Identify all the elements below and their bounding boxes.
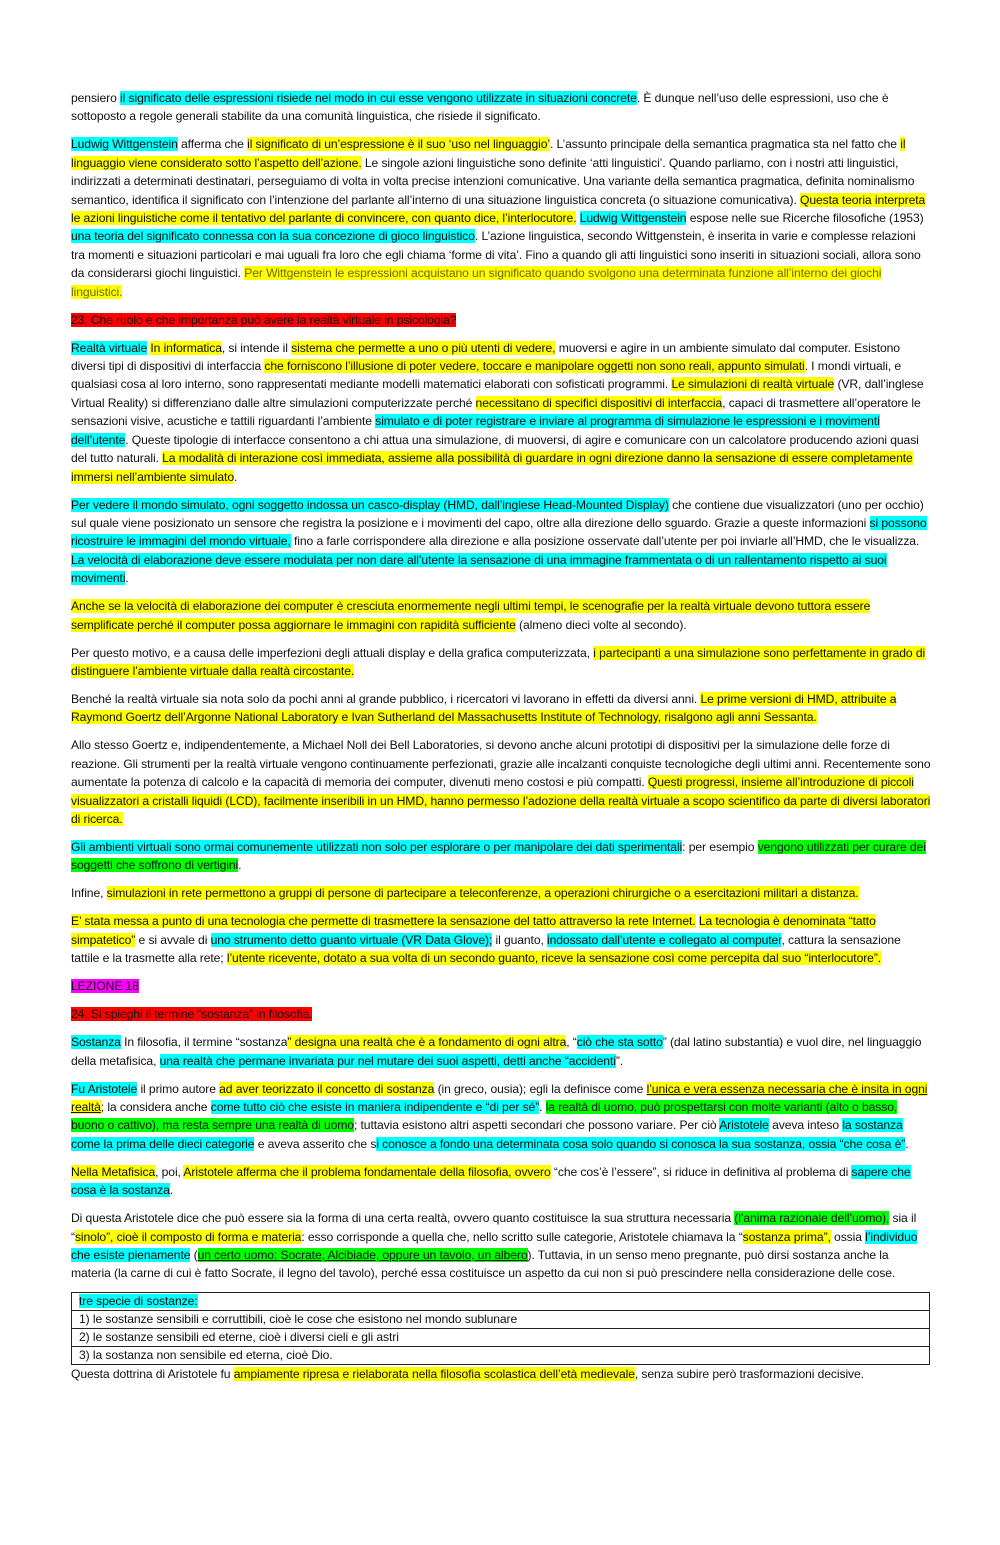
text-run: . xyxy=(169,1183,174,1198)
highlighted-text: sostanza prima”, xyxy=(742,1229,831,1244)
text-run: afferma che xyxy=(177,137,248,152)
lesson-label: LEZIONE 18 xyxy=(71,979,139,994)
text-run: sia il “ xyxy=(71,1211,917,1244)
highlighted-text: il significato di un’espressione è il suo ‘uso nel linguaggio’ xyxy=(247,137,550,152)
q23-paragraph-5 xyxy=(71,690,931,727)
highlighted-text: la realtà di uomo, può prospettarsi con molte varianti (alto o basso, buono o cattivo), ma resta sempre una realtà di uomo xyxy=(71,1100,898,1133)
highlighted-text: necessitano di specifici dispositivi di interfaccia xyxy=(475,395,723,410)
text-run: pensiero xyxy=(71,91,121,105)
q24-paragraph-1 xyxy=(71,1033,931,1070)
text-run: il primo autore xyxy=(137,1081,220,1096)
table-row xyxy=(72,1346,930,1364)
text-run: Per questo motivo, e a causa delle imperfezioni degli attuali display e della grafica computerizzata, xyxy=(71,645,594,660)
substance-types-table xyxy=(71,1292,930,1364)
highlighted-text: ad aver teorizzato il concetto di sostanza xyxy=(219,1081,435,1096)
highlighted-text: indossato dall’utente e collegato al computer xyxy=(547,932,782,947)
text-run: Le singole azioni linguistiche sono definite ‘atti linguistici’. Quando parliamo, con i nostri atti linguistici, indirizzati a determinati destinatari, perseguiamo di volta in volta precise intenzioni comunicative. Una variante della semantica pragmatica, definita nominalismo semantico, identifica il significato con l’intenzione del parlante all’interno di una situazione linguistica concreta (o situazione comunicativa). xyxy=(71,155,915,207)
q23-paragraph-2 xyxy=(71,496,931,588)
highlighted-text: Questi progressi, insieme all’introduzione di piccoli visualizzatori a cristalli liquidi (LCD), facilmente inseribili in un HMD, hanno permesso l’adozione della realtà virtuale a scopo scientifico da parte di diversi laboratori di ricerca. xyxy=(71,775,931,826)
text-run: ( xyxy=(834,377,842,392)
text-run: Questa dottrina di Aristotele fu xyxy=(71,1366,234,1381)
text-run: che contiene due visualizzatori (uno per occhio) sul quale viene posizionato un sensore che registra la posizione e i movimenti del capo, oltre alla direzione dello sguardo. Grazie a queste informazioni xyxy=(71,497,924,530)
text-run: . xyxy=(539,1100,546,1114)
highlighted-text: i conosce a fondo una determinata cosa solo quando si conosca la sua sostanza, ossia “che cosa è” xyxy=(376,1136,906,1151)
text-run: espose nelle sue Ricerche filosofiche (1953) xyxy=(686,211,924,226)
highlighted-text: simulato e di poter registrare e inviare al programma di simulazione le espressioni e i movimenti dell’utente xyxy=(71,414,880,447)
q23-paragraph-9 xyxy=(71,912,931,967)
q23-paragraph-4 xyxy=(71,644,931,681)
highlighted-text: Ludwig Wittgenstein xyxy=(579,211,687,226)
table-row xyxy=(72,1329,930,1347)
text-run: . xyxy=(238,858,242,873)
q24-paragraph-4 xyxy=(71,1209,931,1283)
highlighted-text: ampiamente ripresa e rielaborata nella filosofia scolastica dell’età medievale xyxy=(233,1366,635,1381)
text-run: . xyxy=(233,469,238,484)
text-run: VR, dall’inglese Virtual Reality) si differenziano dalle altre simulazioni computerizzate perché xyxy=(71,377,924,410)
table-cell: 2) le sostanze sensibili ed eterne, cioè i diversi cieli e gli astri xyxy=(72,1329,930,1347)
text-run: Allo stesso Goertz e, indipendentemente, a Michael Noll dei Bell Laboratories, si devono anche alcuni prototipi di dispositivi per la simulazione delle forze di reazione. Gli strumenti per la realtà virtuale vengono continuamente perfezionati, grazie alle incalzanti conquiste tecnologiche degli ultimi anni. Recentemente sono aumentate la potenza di calcolo e la capacità di memoria dei computer, divenuti meno costosi e più compatti. xyxy=(71,738,931,790)
highlighted-text: l’unica e vera essenza necessaria che è insita in ogni realtà xyxy=(71,1081,928,1114)
q23-paragraph-8 xyxy=(71,884,931,902)
highlighted-text: sistema che permette a uno o più utenti di vedere, xyxy=(291,340,556,355)
question-24-heading: 24. Si spieghi il termine “sostanza” in filosofia. xyxy=(71,1007,313,1022)
highlighted-text: il linguaggio viene considerato sotto l’aspetto dell’azione. xyxy=(71,137,906,170)
text-run: ”. xyxy=(615,1053,624,1068)
text-run: , capaci di trasmettere all’operatore le sensazioni visive, acustiche e tattili riguardanti l’ambiente xyxy=(71,395,921,429)
q24-paragraph-2 xyxy=(71,1080,931,1154)
text-run: ” (dal latino substantia) e vuol dire, nel linguaggio della metafisica, xyxy=(71,1035,922,1068)
text-run: . L’assunto principale della semantica pragmatica sta nel fatto che xyxy=(550,137,901,152)
highlighted-text: La tecnologia è denominata “tatto simpatetico” xyxy=(71,914,876,947)
highlighted-text: (l’anima razionale dell’uomo), xyxy=(734,1211,890,1226)
table-cell: 3) la sostanza non sensibile ed eterna, cioè Dio. xyxy=(72,1346,930,1364)
highlighted-text: Realtà virtuale xyxy=(71,340,148,355)
highlighted-text: Questa teoria interpreta le azioni linguistiche come il tentativo del parlante di convincere, con quanto dice, l’interlocutore. xyxy=(71,192,926,226)
q23-paragraph-7 xyxy=(71,838,931,875)
text-run: muoversi e agire in un ambiente simulato dal computer. Esistono diversi tipi di dispositivi di interfaccia xyxy=(71,340,900,374)
text-run: ; tuttavia esistono altri aspetti secondari che possono variare. Per ciò xyxy=(353,1118,720,1133)
text-run: il guanto, xyxy=(492,932,548,947)
text-run: . I mondi virtuali, e qualsiasi cosa al loro interno, sono rappresentati mediante modelli matematici elaborati con sofisticati programmi. xyxy=(71,359,902,392)
highlighted-text: La modalità di interazione così immediata, assieme alla possibilità di guardare in ogni direzione danno la sensazione di essere completamente immersi nell’ambiente simulato xyxy=(71,451,913,484)
highlighted-text: E’ stata messa a punto di una tecnologia che permette di trasmettere la sensazione del tatto attraverso la rete Internet. xyxy=(71,914,696,929)
text-run: (in greco, ousia); egli la definisce come xyxy=(434,1081,647,1096)
highlighted-text: che forniscono l’illusione di poter vedere, toccare e manipolare oggetti non sono reali, appunto simulati xyxy=(264,359,805,374)
highlighted-text: sinolo”, cioè il composto di forma e materia xyxy=(74,1229,302,1244)
highlighted-text: si possono ricostruire le immagini del mondo virtuale, xyxy=(71,515,927,549)
text-run: . xyxy=(905,1136,909,1151)
table-cell: 1) le sostanze sensibili e corruttibili, cioè le cose che esistono nel mondo sublunare xyxy=(72,1311,930,1329)
table-header-cell: tre specie di sostanze: xyxy=(72,1293,930,1311)
highlighted-text: Per vedere il mondo simulato, ogni soggetto indossa un casco-display (HMD, dall’inglese Head-Mounted Display) xyxy=(71,497,669,512)
highlighted-text: i partecipanti a una simulazione sono perfettamente in grado di distinguere l’ambiente virtuale dalla realtà circostante. xyxy=(71,645,926,678)
highlighted-text: l’individuo che esiste pienamente xyxy=(71,1229,918,1263)
highlighted-text: Aristotele xyxy=(719,1118,769,1133)
intro-paragraph-2 xyxy=(71,135,931,301)
highlighted-text: un certo uomo: Socrate, Alcibiade, oppure un tavolo, un albero xyxy=(197,1248,528,1263)
text-run: ( xyxy=(190,1248,198,1263)
question-23-heading: 23. Che ruolo e che importanza può avere la realtà virtuale in psicologia? xyxy=(71,312,457,327)
highlighted-text: Ludwig Wittgenstein xyxy=(71,137,178,152)
text-run: , senza subire però trasformazioni decisive. xyxy=(634,1366,864,1381)
closing-paragraph xyxy=(71,1365,931,1383)
text-run: , poi, xyxy=(155,1164,184,1179)
text-run: e si avvale di xyxy=(135,932,211,947)
highlighted-text: una realtà che permane invariata pur nel mutare dei suoi aspetti, detti anche “accidenti xyxy=(159,1053,616,1068)
text-run: Infine, xyxy=(71,886,107,901)
highlighted-text: uno strumento detto guanto virtuale (VR Data Glove); xyxy=(210,932,493,947)
text-run: , “ xyxy=(566,1035,577,1050)
text-run: . Queste tipologie di interfacce consentono a chi attua una simulazione, di muoversi, di agire e comunicare con un calcolatore producendo azioni quasi del tutto naturali. xyxy=(71,432,919,466)
q23-paragraph-3 xyxy=(71,597,931,634)
text-run: , si intende il xyxy=(221,340,292,355)
highlighted-text: sapere che cosa è la sostanza xyxy=(71,1164,911,1198)
q24-paragraph-3 xyxy=(71,1163,931,1200)
text-run: : per esempio xyxy=(682,839,758,854)
highlighted-text: Anche se la velocità di elaborazione dei computer è cresciuta enormemente negli ultimi tempi, le scenografie per la realtà virtuale devono tuttora essere semplificate perché il computer possa aggiornare le immagini con rapidità sufficiente xyxy=(71,599,871,632)
highlighted-text: Fu Aristotele xyxy=(71,1081,138,1096)
text-run: ; la considera anche xyxy=(100,1100,211,1114)
text-run: . È dunque nell’uso delle espressioni, uso che è sottoposto a regole generali stabilite da una comunità linguistica, che risiede il significato. xyxy=(71,91,889,124)
text-run: . L’azione linguistica, secondo Wittgenstein, è inserita in varie e complesse relazioni tra momenti e situazioni particolari e mai uguali fra loro che egli chiama ‘forme di vita’. Fino a quando gli atti linguistici sono inseriti in situazioni sociali, allora sono da considerarsi giochi linguistici. xyxy=(71,229,921,281)
highlighted-text: Nella Metafisica xyxy=(71,1164,156,1179)
highlighted-text: ” designa una realtà che è a fondamento di ogni altra xyxy=(287,1035,567,1050)
highlighted-text: l’utente ricevente, dotato a sua volta di un secondo guanto, riceve la sensazione così come percepita dal suo “interlocutore”. xyxy=(226,951,882,966)
document-page xyxy=(71,89,931,1383)
highlighted-text: La velocità di elaborazione deve essere modulata per non dare all’utente la sensazione di una immagine frammentata o di un rallentamento rispetto ai suoi movimenti xyxy=(71,552,887,586)
text-run: e aveva asserito che s xyxy=(254,1136,377,1151)
text-run: : esso corrisponde a quella che, nello scritto sulle categorie, Aristotele chiamava la “ xyxy=(301,1229,743,1244)
highlighted-text: Sostanza xyxy=(71,1035,121,1050)
text-run: (almeno dieci volte al secondo). xyxy=(515,617,687,632)
highlighted-text: simulazioni in rete permettono a gruppi di persone di partecipare a teleconferenze, a operazioni chirurgiche o a esercitazioni militari a distanza. xyxy=(106,886,859,901)
highlighted-text: Le prime versioni di HMD, attribuite a Raymond Goertz dell’Argonne National Laboratory e Ivan Sutherland del Massachusetts Institute of Technology, risalgono agli anni Sessanta. xyxy=(71,691,897,725)
text-run: In filosofia, il termine “sostanza xyxy=(120,1035,288,1050)
text-run: ). Tuttavia, in un senso meno pregnante, può dirsi sostanza anche la materia (la carne di cui è fatto Socrate, il legno del tavolo), perché essa costituisce un aspetto da cui non si può prescindere nella considerazione delle cose. xyxy=(71,1248,896,1281)
highlighted-text: vengono utilizzati per curare dei soggetti che soffrono di vertigini xyxy=(71,839,926,873)
text-run: Di questa Aristotele dice che può essere sia la forma di una certa realtà, ovvero quanto costituisce la sua struttura necessaria xyxy=(71,1211,735,1226)
highlighted-text: il significato delle espressioni risiede nel modo in cui esse vengono utilizzate in situazioni concrete xyxy=(120,91,637,105)
text-run: fino a farle corrispondere alla direzione e alla posizione osservate dall’utente per poi inviarle all’HMD, che le visualizza. xyxy=(290,534,920,549)
highlighted-text: Gli ambienti virtuali sono ormai comunemente utilizzati non solo per esplorare o per manipolare dei dati sperimentali xyxy=(71,839,683,854)
table-row xyxy=(72,1311,930,1329)
text-run: . xyxy=(125,571,129,586)
text-run: Benché la realtà virtuale sia nota solo da pochi anni al grande pubblico, i ricercatori vi lavorano in effetti da diversi anni. xyxy=(71,691,701,706)
q23-paragraph-6 xyxy=(71,736,931,828)
highlighted-text: ciò che sta sotto xyxy=(576,1035,663,1050)
text-run: “che cos’è l’essere”, si riduce in definitiva al problema di xyxy=(550,1164,852,1179)
text-run: ossia xyxy=(830,1229,866,1244)
q23-paragraph-1 xyxy=(71,339,931,486)
table-header-row xyxy=(72,1293,930,1311)
highlighted-text: Aristotele afferma che il problema fondamentale della filosofia, ovvero xyxy=(183,1164,551,1179)
highlighted-text: Per Wittgenstein le espressioni acquistano un significato quando svolgono una determinata funzione all’interno dei giochi linguistici. xyxy=(71,266,882,299)
text-run: aveva inteso xyxy=(768,1118,843,1133)
highlighted-text: Le simulazioni di realtà virtuale xyxy=(671,377,835,392)
highlighted-text: In informatica xyxy=(150,340,222,355)
highlighted-text: la sostanza come la prima delle dieci categorie xyxy=(71,1118,903,1151)
highlighted-text: come tutto ciò che esiste in maniera indipendente e “di per sé” xyxy=(210,1100,540,1114)
highlighted-text: una teoria del significato connessa con la sua concezione di gioco linguistico xyxy=(71,229,475,244)
intro-paragraph-1 xyxy=(71,89,931,126)
text-run: , cattura la sensazione tattile e la trasmette alla rete; xyxy=(71,932,901,966)
